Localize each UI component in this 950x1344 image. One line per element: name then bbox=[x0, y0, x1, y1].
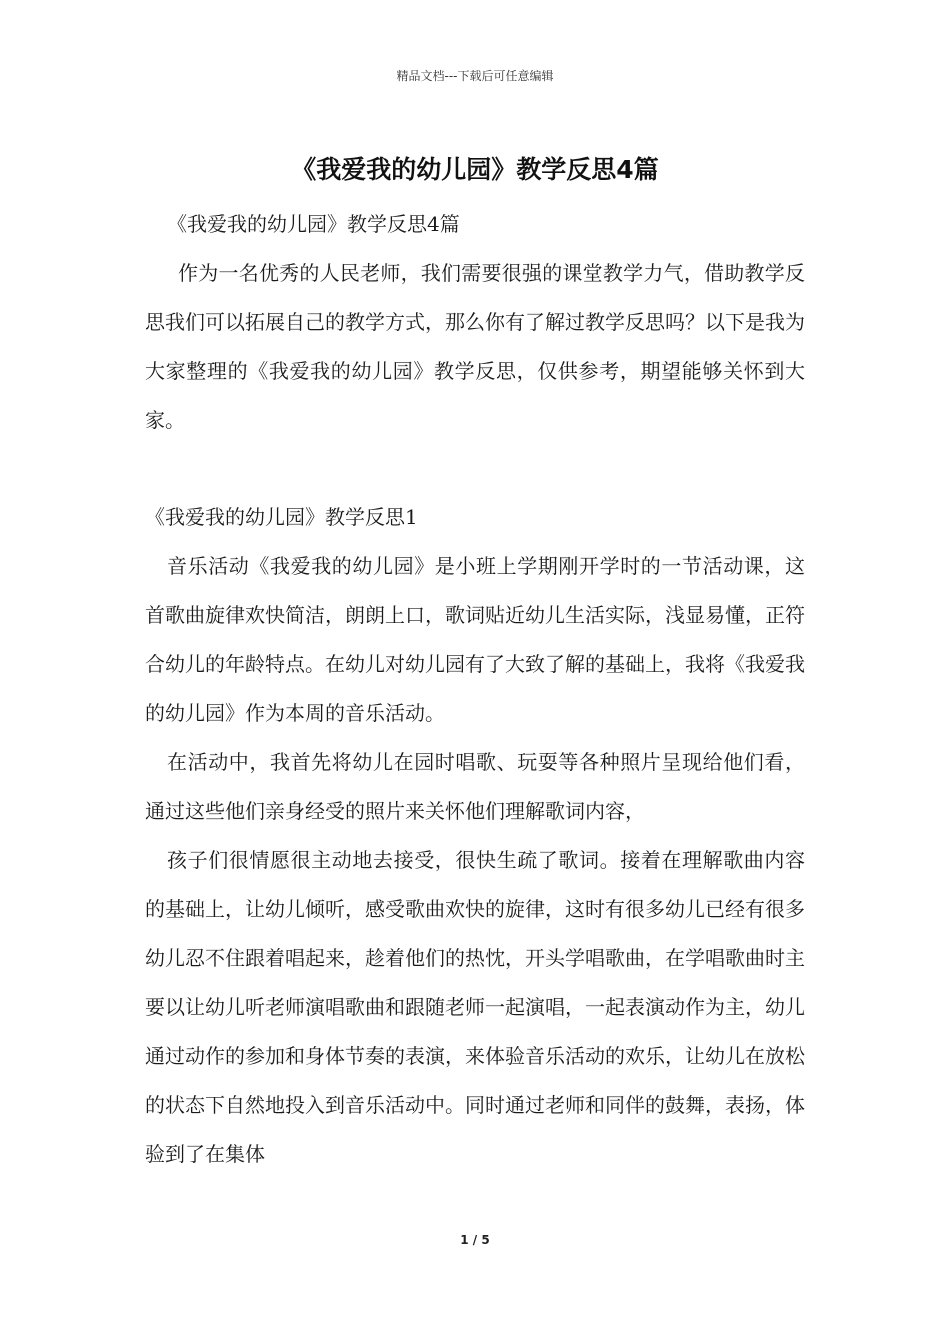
document-title: 《我爱我的幼儿园》教学反思4篇 bbox=[291, 155, 659, 184]
body-paragraph-2: 在活动中，我首先将幼儿在园时唱歌、玩耍等各种照片呈现给他们看，通过这些他们亲身经受的照片来关怀他们理解歌词内容， bbox=[145, 750, 805, 823]
header-note: 精品文档---下载后可任意编辑 bbox=[396, 69, 554, 83]
body-paragraph-1: 音乐活动《我爱我的幼儿园》是小班上学期刚开学时的一节活动课，这首歌曲旋律欢快简洁，朗朗上口，歌词贴近幼儿生活实际，浅显易懂，正符合幼儿的年龄特点。在幼儿对幼儿园有了大致了解的基础上，我将《我爱我的幼儿园》作为本周的音乐活动。 bbox=[145, 554, 805, 725]
page-number: 1 / 5 bbox=[460, 1233, 490, 1247]
body-paragraph-3: 孩子们很情愿很主动地去接受，很快生疏了歌词。接着在理解歌曲内容的基础上，让幼儿倾听，感受歌曲欢快的旋律，这时有很多幼儿已经有很多幼儿忍不住跟着唱起来，趁着他们的热忱，开头学唱歌曲，在学唱歌曲时主要以让幼儿听老师演唱歌曲和跟随老师一起演唱，一起表演动作为主，幼儿通过动作的参加和身体节奏的表演，来体验音乐活动的欢乐，让幼儿在放松的状态下自然地投入到音乐活动中。同时通过老师和同伴的鼓舞，表扬，体验到了在集体 bbox=[145, 848, 805, 1166]
section-heading: 《我爱我的幼儿园》教学反思1 bbox=[145, 505, 418, 529]
intro-paragraph: 作为一名优秀的人民老师，我们需要很强的课堂教学力气，借助教学反思我们可以拓展自己的教学方式，那么你有了解过教学反思吗？以下是我为大家整理的《我爱我的幼儿园》教学反思，仅供参考，期望能够关怀到大家。 bbox=[145, 261, 805, 432]
document-subtitle: 《我爱我的幼儿园》教学反思4篇 bbox=[167, 212, 460, 236]
document-body bbox=[145, 200, 805, 1179]
